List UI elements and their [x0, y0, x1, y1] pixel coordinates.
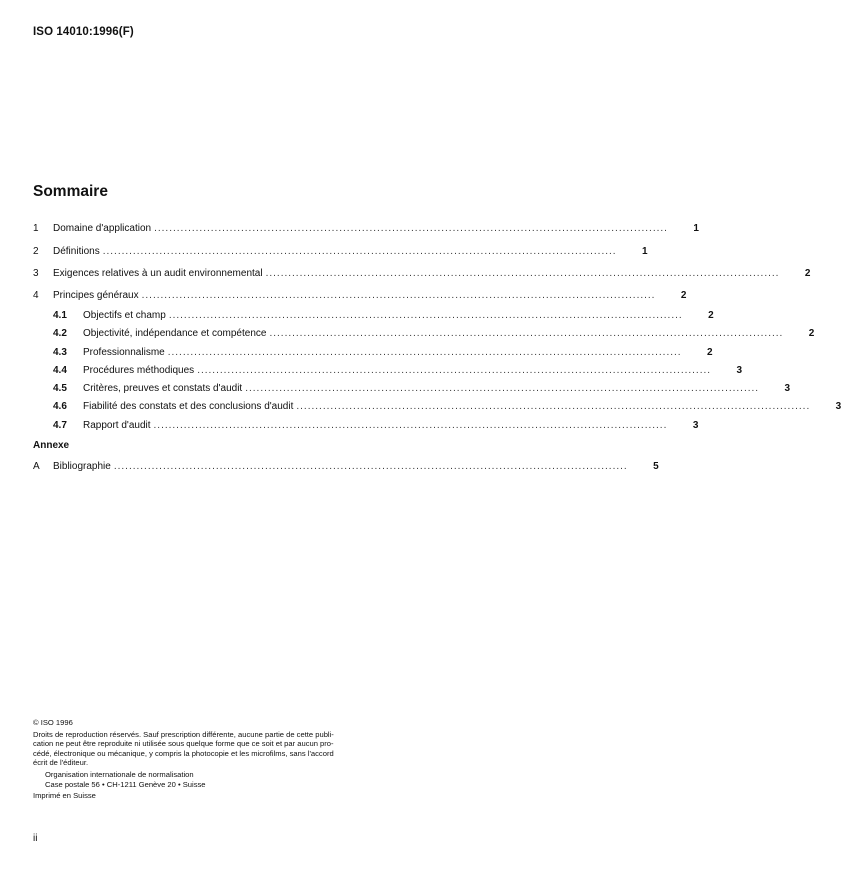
- toc-entry-4-7[interactable]: [53, 419, 699, 433]
- page-number: ii: [33, 833, 38, 844]
- toc-label: Objectifs et champ: [83, 310, 166, 321]
- toc-page: 2: [680, 290, 687, 301]
- toc-label: Professionnalisme: [83, 347, 165, 358]
- toc-number: 4.4: [53, 365, 67, 376]
- toc-label: Rapport d'audit: [83, 420, 151, 431]
- toc-label: Exigences relatives à un audit environnemental: [53, 268, 263, 279]
- toc-page: 2: [808, 328, 815, 339]
- toc-entry-1[interactable]: [33, 222, 699, 236]
- toc-page: 2: [804, 268, 811, 279]
- toc-number: 4.6: [53, 401, 67, 412]
- rights-text-line: écrit de l'éditeur.: [33, 758, 89, 768]
- leader-dots: ........................................................................................................................................: [167, 347, 682, 358]
- toc-entry-4-5[interactable]: [53, 382, 791, 396]
- leader-dots: ........................................................................................................................................: [296, 401, 811, 412]
- toc-page: 1: [693, 223, 699, 234]
- toc-page: 1: [642, 246, 648, 257]
- leader-dots: ........................................................................................................................................: [265, 268, 780, 279]
- toc-entry-3[interactable]: [33, 267, 811, 281]
- toc-page: 3: [692, 420, 699, 431]
- toc-number: 4.3: [53, 347, 67, 358]
- toc-number: 4.1: [53, 310, 67, 321]
- toc-label: Bibliographie: [53, 461, 111, 472]
- printed-in: Imprimé en Suisse: [33, 791, 96, 801]
- toc-entry-4-4[interactable]: [53, 364, 743, 378]
- toc-entry-4-3[interactable]: [53, 346, 713, 360]
- annexe-heading: Annexe: [33, 440, 70, 451]
- document-code-header: ISO 14010:1996(F): [33, 26, 134, 38]
- toc-label: Procédures méthodiques: [83, 365, 195, 376]
- toc-number: 4.7: [53, 420, 67, 431]
- toc-entry-4-2[interactable]: [53, 327, 815, 341]
- rights-text-line: cédé, électronique ou mécanique, y compris la photocopie et les microfilms, sans l'accord: [33, 748, 334, 758]
- toc-page: 5: [653, 461, 659, 472]
- leader-dots: ........................................................................................................................................: [197, 365, 712, 376]
- toc-label: Fiabilité des constats et des conclusions d'audit: [83, 401, 294, 412]
- toc-entry-4[interactable]: [33, 289, 687, 303]
- toc-number: 1: [33, 223, 39, 234]
- toc-number: 4: [33, 290, 39, 301]
- leader-dots: ........................................................................................................................................: [153, 420, 668, 431]
- toc-label: Principes généraux: [53, 290, 139, 301]
- copyright-notice: [33, 718, 379, 801]
- leader-dots: ........................................................................................................................................: [245, 383, 760, 394]
- toc-number: 4.5: [53, 383, 67, 394]
- toc-entry-4-1[interactable]: [53, 309, 714, 323]
- toc-page: 2: [707, 347, 713, 358]
- toc-entry-annexe-a[interactable]: [33, 460, 659, 474]
- page-title: Sommaire: [33, 183, 108, 200]
- rights-text-line: Droits de reproduction réservés. Sauf prescription différente, aucune partie de cette publi-: [33, 729, 334, 739]
- toc-page: 3: [736, 365, 743, 376]
- leader-dots: ........................................................................................................................................: [141, 290, 656, 301]
- toc-number: 3: [33, 268, 39, 279]
- toc-page: 3: [784, 383, 791, 394]
- leader-dots: ........................................................................................................................................: [168, 310, 683, 321]
- toc-label: Domaine d'application: [53, 223, 152, 234]
- organization-name: Organisation internationale de normalisation: [45, 769, 194, 779]
- toc-label: Objectivité, indépendance et compétence: [83, 328, 267, 339]
- rights-text-line: cation ne peut être reproduite ni utilisée sous quelque forme que ce soit et par aucun pro-: [33, 739, 334, 749]
- toc-number: 2: [33, 246, 39, 257]
- toc-page: 3: [835, 401, 841, 412]
- leader-dots: ........................................................................................................................................: [154, 223, 668, 234]
- copyright-line: © ISO 1996: [33, 718, 73, 727]
- toc-page: 2: [708, 310, 714, 321]
- toc-label: Critères, preuves et constats d'audit: [83, 383, 243, 394]
- toc-label: Définitions: [53, 246, 100, 257]
- toc-number: 4.2: [53, 328, 67, 339]
- leader-dots: ........................................................................................................................................: [269, 328, 784, 339]
- toc-number: A: [33, 461, 40, 472]
- leader-dots: ........................................................................................................................................: [113, 461, 628, 472]
- organization-address: Case postale 56 • CH-1211 Genève 20 • Suisse: [45, 779, 206, 789]
- toc-entry-4-6[interactable]: [53, 400, 841, 414]
- toc-entry-2[interactable]: [33, 245, 648, 259]
- leader-dots: ........................................................................................................................................: [102, 246, 617, 257]
